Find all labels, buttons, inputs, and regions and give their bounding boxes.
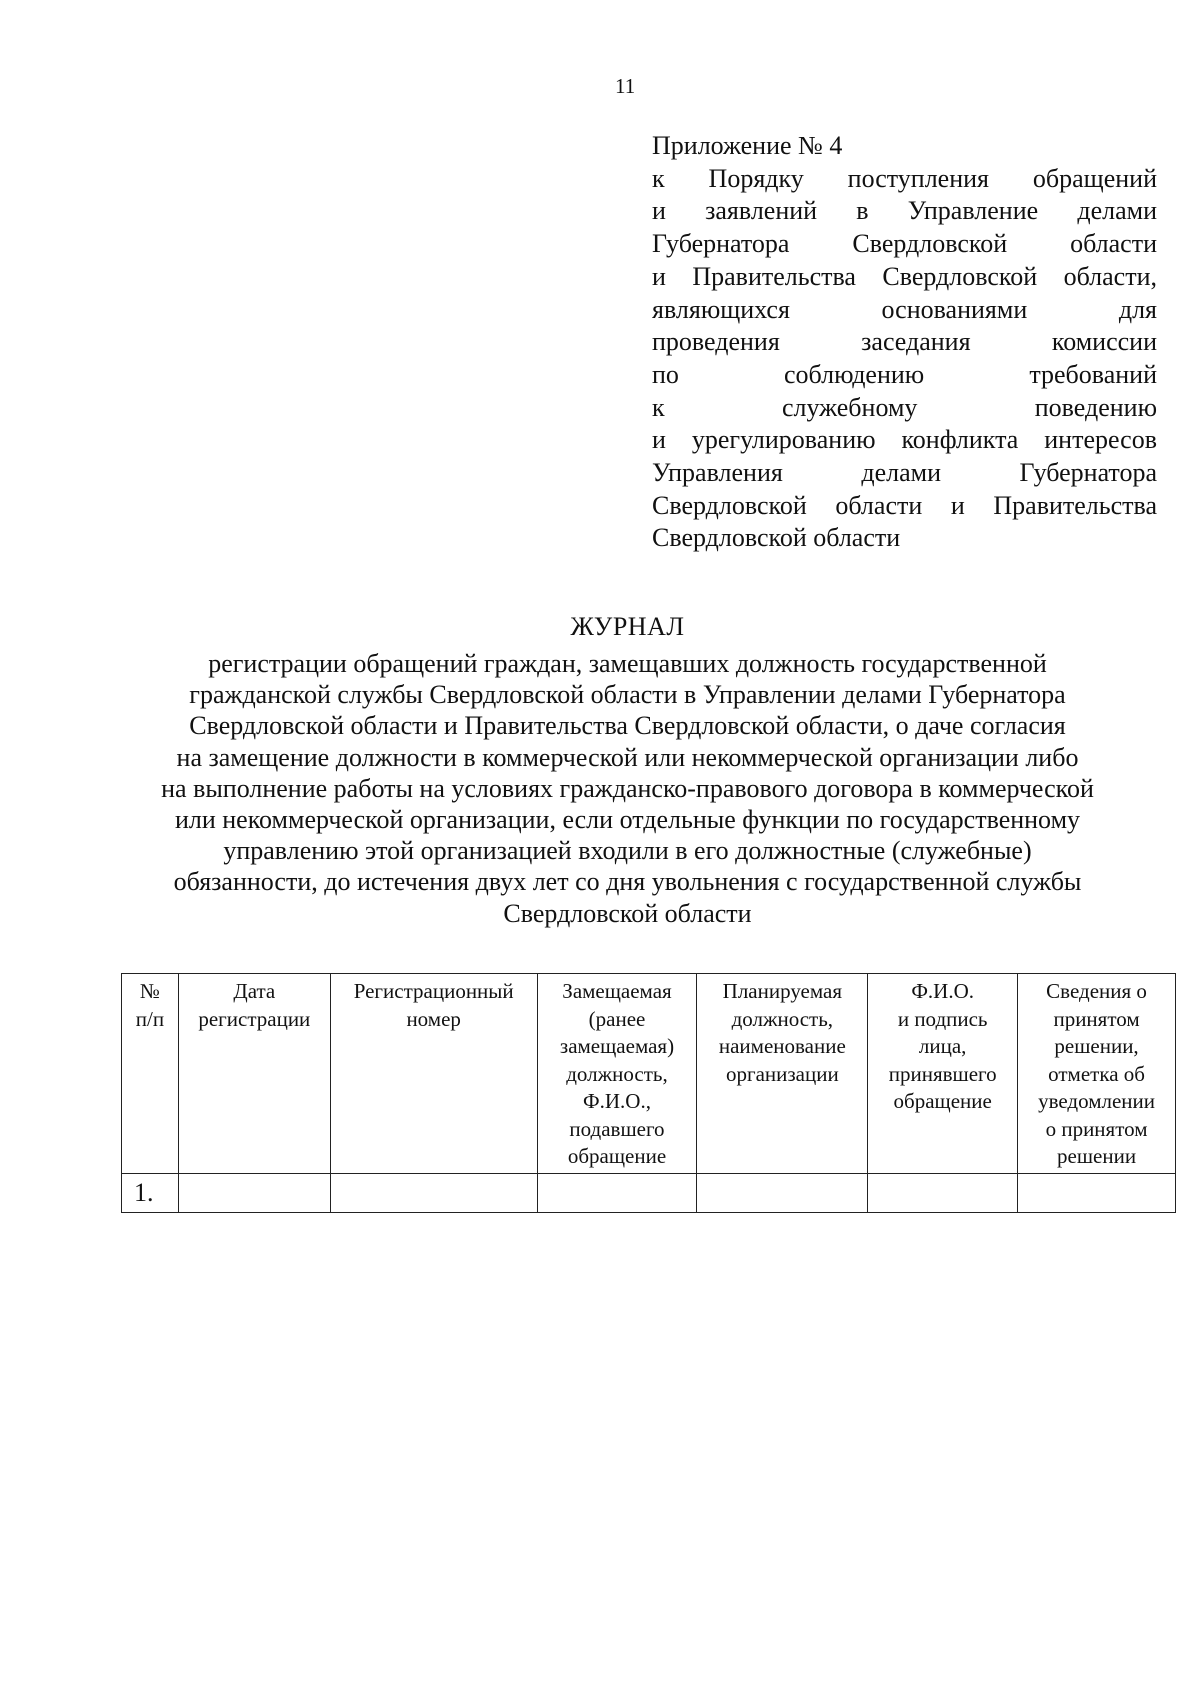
column-header-line: организации (725, 1061, 839, 1086)
appendix-heading: Приложение № 4 (652, 131, 843, 160)
column-header-planned-position (697, 974, 868, 1174)
column-header-line: решении (1057, 1144, 1137, 1168)
appendix-line: и урегулированию конфликта интересов (652, 425, 1157, 455)
journal-subtitle-line: гражданской службы Свердловской области в Управлении делами Губернатора (189, 680, 1066, 710)
journal-subtitle-line: Свердловской области (503, 898, 752, 928)
column-header-line: наименование (718, 1034, 846, 1058)
journal-subtitle-line: управлению этой организацией входили в его должностные (служебные) (223, 836, 1032, 866)
journal-title: ЖУРНАЛ (570, 612, 685, 641)
column-header-line: Ф.И.О. (911, 979, 974, 1003)
column-header-registration-number (330, 974, 537, 1174)
column-header-line: п/п (135, 1006, 165, 1031)
table-cell: 1. (122, 1173, 179, 1212)
page-number: 11 (615, 74, 636, 98)
table-header-row (122, 974, 1176, 1174)
column-header-line: Замещаемая (562, 979, 672, 1003)
table-cell (1018, 1173, 1176, 1212)
column-header-line: № (139, 979, 160, 1003)
appendix-line: Свердловской области и Правительства (652, 490, 1157, 520)
appendix-line: и заявлений в Управление делами (652, 196, 1157, 226)
appendix-line: к Порядку поступления обращений (652, 163, 1157, 193)
column-header-line: обращение (567, 1144, 667, 1168)
column-header-line: отметка об (1048, 1061, 1145, 1086)
column-header-line: (ранее (588, 1006, 646, 1031)
appendix-line: по соблюдению требований (652, 359, 1157, 389)
column-header-receiver (868, 974, 1018, 1174)
journal-subtitle-line: регистрации обращений граждан, замещавших должность государственной (208, 649, 1047, 678)
column-header-line: Ф.И.О., (583, 1089, 651, 1113)
column-header-line: уведомлении (1038, 1089, 1156, 1113)
column-header-line: Регистрационный (353, 979, 514, 1003)
column-header-number (122, 974, 179, 1174)
column-header-line: подавшего (569, 1116, 665, 1141)
column-header-line: Планируемая (722, 979, 842, 1003)
appendix-line: к служебному поведению (652, 392, 1157, 422)
column-header-line: регистрации (198, 1006, 311, 1031)
column-header-line: Сведения о (1046, 979, 1147, 1003)
appendix-line: Губернатора Свердловской области (652, 229, 1157, 259)
appendix-line: проведения заседания комиссии (652, 327, 1157, 357)
appendix-block (652, 130, 1157, 555)
table-cell (697, 1173, 868, 1212)
journal-subtitle (100, 648, 1155, 929)
registration-table (121, 973, 1176, 1213)
table-cell (537, 1173, 697, 1212)
table-cell (330, 1173, 537, 1212)
table-cell (868, 1173, 1018, 1212)
appendix-line: являющихся основаниями для (652, 294, 1157, 324)
column-header-line: о принятом (1045, 1116, 1148, 1141)
journal-subtitle-line: обязанности, до истечения двух лет со дня увольнения с государственной службы (173, 867, 1082, 897)
journal-subtitle-line: или некоммерческой организации, если отдельные функции по государственному (174, 805, 1081, 835)
table-row (122, 1173, 1176, 1212)
column-header-decision-info (1018, 974, 1176, 1174)
journal-subtitle-line: на выполнение работы на условиях гражданско-правового договора в коммерческой (161, 773, 1094, 803)
column-header-line: Дата (233, 979, 276, 1003)
column-header-line: лица, (918, 1034, 967, 1058)
column-header-registration-date (178, 974, 330, 1174)
column-header-line: принятом (1053, 1006, 1140, 1031)
column-header-line: решении, (1054, 1034, 1139, 1058)
column-header-line: обращение (893, 1089, 992, 1113)
appendix-line: Управления делами Губернатора (652, 458, 1157, 488)
appendix-line: и Правительства Свердловской области, (652, 261, 1157, 291)
column-header-line: должность, (731, 1006, 834, 1031)
journal-subtitle-line: на замещение должности в коммерческой или некоммерческой организации либо (176, 742, 1079, 772)
appendix-line: Свердловской области (652, 523, 901, 553)
column-header-line: принявшего (888, 1061, 997, 1086)
column-header-line: и подпись (897, 1006, 988, 1031)
column-header-line: номер (406, 1006, 461, 1031)
column-header-line: замещаемая) (559, 1034, 675, 1058)
table-cell (178, 1173, 330, 1212)
column-header-current-position (537, 974, 697, 1174)
journal-subtitle-line: Свердловской области и Правительства Свердловской области, о даче согласия (189, 711, 1066, 741)
column-header-line: должность, (566, 1061, 668, 1086)
